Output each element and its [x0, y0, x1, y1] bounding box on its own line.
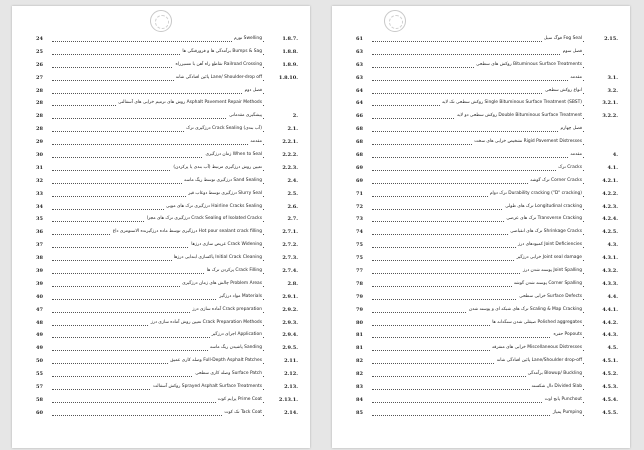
toc-entry-title: روکش های سطحی Bituminous Surface Treatments: [474, 59, 582, 72]
toc-section-number: 4.3.3.: [602, 280, 618, 287]
toc-entry-title: پانچ اوت Punchout: [543, 394, 582, 407]
toc-entry-title: روش های ترمیم خرابی های آسفالتی Asphalt Pavement Repair Methods: [116, 97, 262, 110]
toc-entry-title: روکش آسفالت Sprayed Asphalt Surface Treatments: [151, 381, 262, 394]
toc-page-number: 39: [36, 280, 43, 287]
toc-section-number: 2.7.3.: [282, 255, 298, 262]
toc-list-right: [356, 33, 618, 420]
toc-section-number: 4.2.5.: [602, 229, 618, 236]
toc-entry: [36, 265, 298, 278]
toc-section-number: 2.2.3.: [282, 164, 298, 171]
toc-entry-title: ترک گوشه Corner Cracks: [528, 175, 582, 188]
toc-section-number: 4.2.1.: [602, 177, 618, 184]
toc-entry: [356, 136, 618, 149]
toc-page-number: 37: [36, 242, 43, 249]
toc-entry: [36, 291, 298, 304]
toc-page-number: 55: [36, 371, 43, 378]
toc-entry: [36, 97, 298, 110]
toc-page-number: 30: [36, 152, 43, 159]
toc-entry: [36, 394, 298, 407]
toc-section-number: 2.9.1.: [282, 293, 298, 300]
toc-section-number: 2.8.: [287, 280, 298, 287]
toc-section-number: 1.8.10.: [278, 74, 298, 81]
toc-page-number: 78: [356, 280, 363, 287]
toc-page-number: 64: [356, 87, 363, 94]
toc-entry-title: تشخیص خرابی های سخت Rigid Pavement Distresses: [472, 136, 582, 149]
toc-entry-title: تقاطع راه آهن با مسیرراه Railroad Crossing: [173, 59, 262, 72]
toc-page-number: 68: [356, 139, 363, 146]
toc-entry: [36, 149, 298, 162]
toc-page-number: 28: [36, 100, 43, 107]
toc-page-number: 58: [36, 396, 43, 403]
toc-entry-title: وصله کاری سطحی Surface Patch: [193, 368, 262, 381]
toc-entry: [36, 110, 298, 123]
toc-entry: [356, 201, 618, 214]
toc-entry-title: زمان درزگیری When to Seal: [203, 149, 262, 162]
toc-entry: [356, 33, 618, 46]
toc-dot-leader: [372, 170, 584, 171]
toc-entry-title: فصل دوم: [243, 85, 262, 98]
toc-entry: [36, 304, 298, 317]
toc-entry-title: فوگ سیل Fog Seal: [542, 33, 582, 46]
toc-page-number: 28: [36, 113, 43, 120]
toc-section-number: 2.7.2.: [282, 242, 298, 249]
toc-section-number: 4.3.2.: [602, 268, 618, 275]
toc-entry: [36, 342, 298, 355]
toc-entry-title: پوسته شدن درز Joint Spalling: [521, 265, 582, 278]
toc-entry: [356, 46, 618, 59]
toc-entry: [36, 239, 298, 252]
toc-section-number: 2.15.: [604, 36, 618, 42]
toc-section-number: 2.12.: [284, 371, 298, 378]
toc-page-number: 57: [36, 384, 43, 391]
toc-section-number: 2.11.: [284, 358, 298, 365]
toc-section-number: 2.13.: [284, 384, 298, 391]
toc-page-number: 69: [356, 164, 363, 171]
toc-section-number: 2.4.: [287, 177, 298, 184]
toc-section-number: 4.2.4.: [602, 216, 618, 223]
toc-entry-title: پوسته شدن گوشه Corner Spalling: [512, 278, 582, 291]
toc-section-number: 1.8.8.: [282, 48, 298, 55]
toc-entry-title: صیقلی شدن سنگدانه ها Polished aggregates: [490, 317, 582, 330]
toc-entry: [356, 407, 618, 420]
toc-page-number: 47: [36, 306, 43, 313]
toc-page-number: 82: [356, 371, 363, 378]
toc-entry-title: فصل سوم: [561, 46, 582, 59]
toc-page-number: 83: [356, 384, 363, 391]
toc-entry-title: مقدمه: [568, 72, 582, 85]
toc-page-number: 49: [36, 332, 43, 339]
toc-page-number: 71: [356, 190, 363, 197]
toc-section-number: 2.9.4.: [282, 332, 298, 339]
toc-page-number: 40: [36, 293, 43, 300]
toc-entry: [36, 368, 298, 381]
toc-entry-title: پائین افتادگی شانه Lane/Shoulder drop-off: [495, 355, 582, 368]
toc-entry-title: روکش سطحی تک لایه Single Bituminous Surface Treatment (SBST): [440, 97, 582, 110]
toc-entry-title: برآمدگی ها و فرورفتگی ها Bumps & Sag: [180, 46, 262, 59]
toc-section-number: 4.3.1.: [602, 255, 618, 262]
toc-section-number: 4.5.: [607, 345, 618, 352]
toc-page-number: 48: [36, 319, 43, 326]
toc-section-number: 3.1.: [607, 74, 618, 81]
toc-entry-title: ترک های طولی Longitudinal cracking: [503, 201, 582, 214]
toc-page-number: 28: [36, 87, 43, 94]
toc-page-number: 84: [356, 396, 363, 403]
toc-page-number: 28: [36, 126, 43, 133]
toc-entry-title: پرایم کوت Prime Coat: [216, 394, 262, 407]
toc-page-number: 31: [36, 164, 43, 171]
toc-section-number: 4.: [612, 152, 618, 159]
toc-list-left: [36, 33, 298, 420]
toc-section-number: 4.4.: [607, 293, 618, 300]
toc-entry: [356, 110, 618, 123]
toc-entry-title: دال شکسته Divided Slab: [530, 381, 582, 394]
toc-entry: [356, 381, 618, 394]
toc-entry-title: انواع روکش سطحی: [543, 85, 582, 98]
toc-entry: [356, 97, 618, 110]
toc-page-number: 49: [36, 345, 43, 352]
toc-entry: [36, 329, 298, 342]
toc-entry: [36, 317, 298, 330]
toc-entry-title: پاکسازی ابتدایی درزها Initial Crack Cleaning: [172, 252, 262, 265]
toc-entry: [356, 355, 618, 368]
toc-entry-title: وصله کاری عمیق Full-Depth Asphalt Patches: [168, 355, 262, 368]
toc-page-number: 77: [356, 268, 363, 275]
toc-entry: [356, 368, 618, 381]
toc-entry: [356, 213, 618, 226]
toc-entry-title: تعیین روش درزگیری مرتبط (آب بندی یا پرکردن): [171, 162, 262, 175]
toc-entry: [36, 175, 298, 188]
toc-entry-title: پاشیدن ریگ ماسه Sanding: [208, 342, 262, 355]
toc-entry: [36, 123, 298, 136]
toc-page-left: [12, 6, 310, 448]
toc-entry: [36, 201, 298, 214]
toc-entry: [356, 59, 618, 72]
toc-section-number: 2.13.1.: [278, 396, 298, 403]
toc-entry: [36, 407, 298, 420]
toc-section-number: 2.7.4.: [282, 268, 298, 275]
toc-section-number: 2.7.1.: [282, 229, 298, 236]
toc-entry-title: تعیین روش آماده سازی درز Crack Preparation Methods: [149, 317, 262, 330]
toc-entry-title: پیشگیری مقدماتی: [227, 110, 262, 123]
toc-section-number: 2.2.2.: [282, 152, 298, 159]
toc-entry: [36, 252, 298, 265]
toc-page-number: 75: [356, 255, 363, 262]
toc-entry-title: تک کوت Tack Coat: [222, 407, 262, 420]
toc-section-number: 4.5.2.: [602, 371, 618, 378]
toc-page-number: 33: [36, 190, 43, 197]
toc-entry: [356, 123, 618, 136]
toc-entry: [36, 33, 298, 46]
toc-entry-title: روکش سطحی دو لایه Double Bituminous Surface Treatment: [455, 110, 582, 123]
toc-section-number: 4.5.4.: [602, 396, 618, 403]
toc-entry-title: آماده سازی درز Crack preparation: [190, 304, 262, 317]
toc-entry: [356, 149, 618, 162]
toc-entry-title: ترک Cracks: [556, 162, 582, 175]
toc-page-number: 72: [356, 203, 363, 210]
toc-dot-leader: [372, 131, 584, 132]
toc-section-number: 3.2.1.: [602, 100, 618, 107]
toc-entry: [36, 355, 298, 368]
toc-dot-leader: [372, 54, 584, 55]
toc-entry: [36, 59, 298, 72]
toc-section-number: 2.1.: [287, 126, 298, 133]
university-seal-logo: [150, 10, 172, 32]
toc-section-number: 4.2.2.: [602, 190, 618, 197]
toc-section-number: 2.6.: [287, 203, 298, 210]
toc-section-number: 4.1.: [607, 164, 618, 171]
toc-dot-leader: [372, 157, 584, 158]
toc-entry: [356, 329, 618, 342]
toc-section-number: 2.: [292, 113, 298, 120]
toc-entry-title: اجرای درزگیر Application: [210, 329, 262, 342]
toc-page-number: 38: [36, 255, 43, 262]
toc-page-number: 60: [36, 409, 43, 416]
toc-entry: [356, 239, 618, 252]
toc-entry-title: پرکردن ترک ها Crack Filling: [205, 265, 262, 278]
toc-page-number: 80: [356, 319, 363, 326]
toc-section-number: 4.4.1.: [602, 306, 618, 313]
toc-entry-title: حفره Popouts: [551, 329, 582, 342]
toc-page-number: 50: [36, 358, 43, 365]
toc-section-number: 4.3.: [607, 242, 618, 249]
toc-section-number: 2.7.: [287, 216, 298, 223]
toc-page-number: 63: [356, 61, 363, 68]
toc-page-number: 85: [356, 409, 363, 416]
toc-entry-title: ترک های عرضی Transverse Cracking: [504, 213, 582, 226]
toc-page-number: 32: [36, 177, 43, 184]
toc-section-number: 2.2.1.: [282, 139, 298, 146]
toc-entry: [36, 381, 298, 394]
toc-entry: [36, 226, 298, 239]
toc-entry-title: پمپاژ Pumping: [551, 407, 582, 420]
toc-entry-title: درزگیری ترک های مجزا Crack Sealing of Isolated Cracks: [145, 213, 262, 226]
toc-entry-title: چالش های زمان درزگیری Problem Areas: [180, 278, 262, 291]
toc-section-number: 1.8.7.: [282, 36, 298, 42]
toc-entry-title: عریض سازی درزها Crack Widening: [189, 239, 262, 252]
toc-entry-title: مواد درزگیر Materials: [217, 291, 262, 304]
toc-entry-title: درزگیری ترک Crack Sealing (آب بندی): [184, 123, 262, 136]
toc-page-number: 63: [356, 48, 363, 55]
toc-entry-title: ترک های شبکه ای و پوسته شدن Scaling & Map Cracking: [467, 304, 582, 317]
toc-entry-title: پائین افتادگی شانه Lane/ Shoulder-drop off: [174, 72, 262, 85]
toc-entry: [356, 226, 618, 239]
toc-page-number: 82: [356, 358, 363, 365]
university-seal-logo: [384, 10, 406, 32]
toc-section-number: 4.5.1.: [602, 358, 618, 365]
toc-page-number: 66: [356, 113, 363, 120]
toc-section-number: 1.8.9.: [282, 61, 298, 68]
toc-page-number: 61: [356, 36, 363, 42]
toc-section-number: 3.2.2.: [602, 113, 618, 120]
toc-page-number: 63: [356, 74, 363, 81]
toc-entry: [36, 85, 298, 98]
toc-section-number: 3.2.: [607, 87, 618, 94]
toc-entry-title: ترک دوام Durability cracking ("D" cracking): [488, 188, 582, 201]
toc-entry: [356, 278, 618, 291]
toc-dot-leader: [372, 80, 584, 81]
toc-page-number: 39: [36, 268, 43, 275]
toc-entry: [356, 85, 618, 98]
toc-entry: [356, 252, 618, 265]
toc-page-number: 81: [356, 345, 363, 352]
toc-page-number: 25: [36, 48, 43, 55]
toc-page-number: 24: [36, 36, 43, 42]
toc-entry-title: خرابی سطحی Surface Defects: [517, 291, 582, 304]
toc-entry-title: خرابی های متفرقه Miscellaneous Distresses: [490, 342, 582, 355]
toc-page-number: 73: [356, 216, 363, 223]
toc-section-number: 2.5.: [287, 190, 298, 197]
toc-entry: [356, 394, 618, 407]
toc-entry: [36, 278, 298, 291]
toc-entry: [356, 265, 618, 278]
toc-entry: [36, 46, 298, 59]
toc-entry-title: کمبودهای درز Joint Deficiencies: [516, 239, 582, 252]
toc-entry: [356, 175, 618, 188]
toc-page-number: 29: [36, 139, 43, 146]
toc-entry: [356, 72, 618, 85]
toc-entry: [36, 162, 298, 175]
toc-section-number: 4.5.3.: [602, 384, 618, 391]
toc-page-right: [332, 6, 630, 448]
toc-entry: [356, 342, 618, 355]
toc-page-number: 26: [36, 61, 43, 68]
toc-section-number: 2.9.3.: [282, 319, 298, 326]
toc-page-number: 35: [36, 216, 43, 223]
toc-section-number: 2.9.5.: [282, 345, 298, 352]
toc-entry-title: درزگیری توسط ریگ ماسه Sand Sealing: [182, 175, 262, 188]
toc-page-number: 79: [356, 306, 363, 313]
toc-entry-title: فصل چهارم: [558, 123, 582, 136]
toc-page-number: 36: [36, 229, 43, 236]
toc-section-number: 4.4.3.: [602, 332, 618, 339]
toc-entry-title: مقدمه: [248, 136, 262, 149]
toc-entry: [36, 72, 298, 85]
toc-section-number: 4.5.5.: [602, 409, 618, 416]
toc-page-number: 34: [36, 203, 43, 210]
toc-entry: [356, 291, 618, 304]
toc-page-number: 79: [356, 293, 363, 300]
toc-page-number: 68: [356, 152, 363, 159]
toc-entry: [356, 162, 618, 175]
toc-entry-title: درزگیری ترک های مویی Hairline Cracks Sealing: [164, 201, 262, 214]
toc-page-number: 64: [356, 100, 363, 107]
toc-entry-title: مقدمه: [568, 149, 582, 162]
toc-entry-title: تورم Swelling: [232, 33, 262, 46]
toc-section-number: 4.2.3.: [602, 203, 618, 210]
toc-entry: [356, 304, 618, 317]
toc-entry: [36, 188, 298, 201]
toc-entry-title: ترک های انقباضی Shrinkage Cracks: [508, 226, 582, 239]
toc-page-number: 27: [36, 74, 43, 81]
toc-entry-title: درزگیری توسط دوغاب قیر Slurry Seal: [186, 188, 262, 201]
toc-section-number: 2.14.: [284, 409, 298, 416]
toc-entry-title: خرابی درزگیر Joint seal damage: [515, 252, 582, 265]
toc-entry: [36, 136, 298, 149]
toc-page-number: 74: [356, 229, 363, 236]
toc-entry-title: برآمدگی Blowup/ Buckling: [526, 368, 582, 381]
toc-page-number: 81: [356, 332, 363, 339]
toc-dot-leader: [52, 93, 264, 94]
toc-entry: [36, 213, 298, 226]
toc-page-number: 69: [356, 177, 363, 184]
toc-page-number: 75: [356, 242, 363, 249]
toc-entry: [356, 317, 618, 330]
toc-dot-leader: [52, 144, 264, 145]
toc-page-number: 68: [356, 126, 363, 133]
toc-section-number: 2.9.2.: [282, 306, 298, 313]
toc-entry: [356, 188, 618, 201]
toc-section-number: 4.4.2.: [602, 319, 618, 326]
toc-entry-title: درزگیری توسط ماده درزگیرنده الاستومری داغ Hot pour sealant crack filling: [111, 226, 262, 239]
